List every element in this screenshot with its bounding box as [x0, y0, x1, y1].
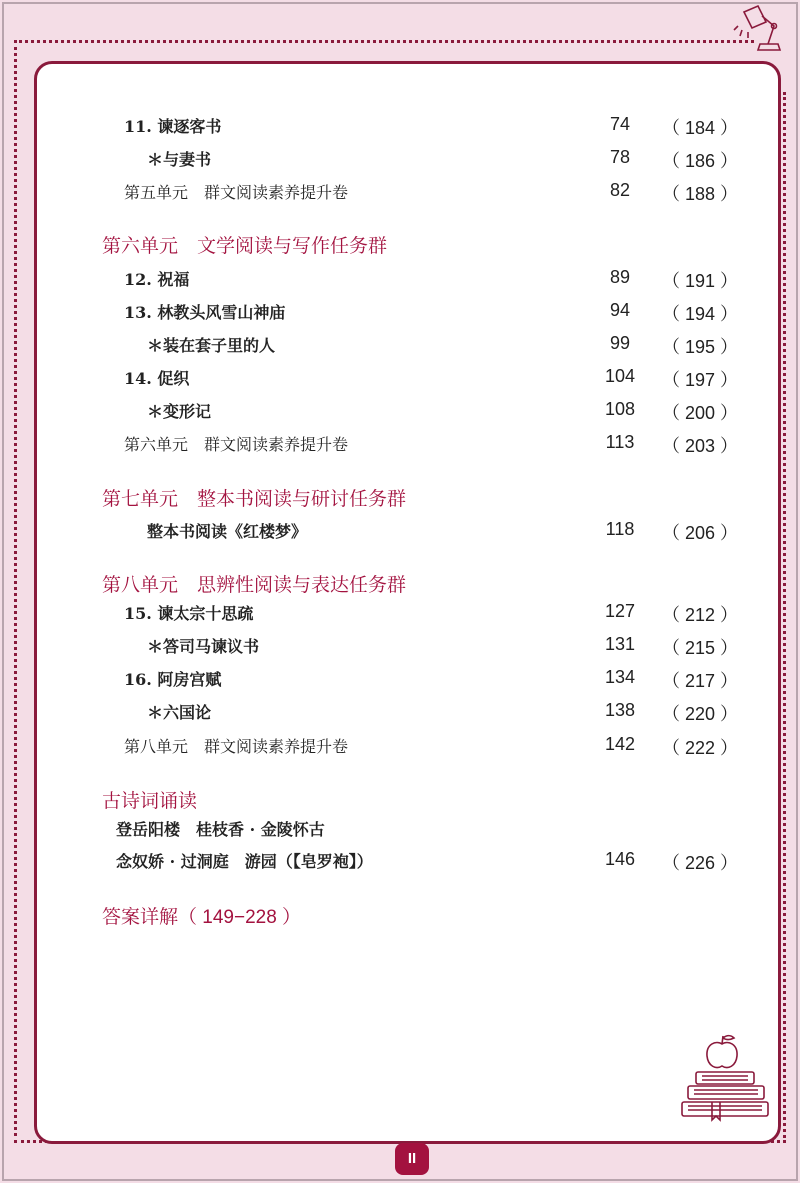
toc-title: 第五单元 群文阅读素养提升卷: [124, 185, 349, 202]
toc-title: ＊六国论: [147, 703, 212, 722]
toc-row[interactable]: [0, 300, 800, 328]
toc-page: 146: [604, 849, 636, 869]
toc-row[interactable]: [0, 667, 800, 695]
toc-title: 整本书阅读《红楼梦》: [147, 522, 308, 541]
toc-row[interactable]: [0, 267, 800, 295]
toc-title: 念奴娇 · 过洞庭 游园（【皂罗袍】）: [116, 852, 373, 871]
toc-page: 138: [604, 700, 636, 720]
toc-page: 113: [605, 432, 635, 452]
toc-title: 第八单元 群文阅读素养提升卷: [124, 739, 349, 756]
toc-title: 11. 谏逐客书: [124, 117, 222, 136]
section-heading[interactable]: 第八单元 思辨性阅读与表达任务群: [102, 575, 407, 596]
toc-page: 127: [604, 601, 636, 621]
toc-answer-page: （ 212 ）: [662, 605, 739, 625]
toc-row[interactable]: [0, 519, 800, 547]
desk-lamp-icon: [728, 4, 790, 56]
toc-answer-page: （ 220 ）: [662, 704, 739, 724]
section-heading[interactable]: 第七单元 整本书阅读与研讨任务群: [102, 489, 407, 510]
toc-title: 第六单元 群文阅读素养提升卷: [124, 437, 349, 454]
toc-answer-page: （ 195 ）: [662, 337, 739, 357]
toc-row[interactable]: [0, 849, 800, 877]
toc-row[interactable]: [0, 432, 800, 460]
toc-row[interactable]: [0, 180, 800, 208]
toc-title: ＊与妻书: [147, 150, 212, 169]
toc-answer-page: （ 206 ）: [662, 523, 739, 543]
toc-answer-page: （ 217 ）: [662, 671, 739, 691]
toc-title: 13. 林教头风雪山神庙: [124, 303, 286, 322]
toc-row[interactable]: [0, 147, 800, 175]
toc-title: 登岳阳楼 桂枝香 · 金陵怀古: [116, 820, 325, 839]
toc-answer-page: （ 191 ）: [662, 271, 739, 291]
section-heading[interactable]: 古诗词诵读: [102, 791, 198, 812]
toc-page: 74: [609, 114, 631, 134]
toc-page: 78: [609, 147, 631, 167]
toc-answer-page: （ 200 ）: [662, 403, 739, 423]
toc-page: 142: [604, 734, 636, 754]
toc-page: 134: [604, 667, 636, 687]
toc-title: ＊装在套子里的人: [147, 336, 276, 355]
toc-page: 131: [604, 634, 636, 654]
toc-row[interactable]: [0, 634, 800, 662]
toc-row[interactable]: [0, 366, 800, 394]
toc-title: ＊变形记: [147, 402, 212, 421]
toc-page: 82: [609, 180, 631, 200]
toc-page: 99: [609, 333, 631, 353]
toc-answer-page: （ 186 ）: [662, 151, 739, 171]
toc-title: 16. 阿房宫赋: [124, 670, 222, 689]
toc-title: 14. 促织: [124, 369, 190, 388]
toc-answer-page: （ 203 ）: [662, 436, 739, 456]
toc-answer-page: （ 222 ）: [662, 738, 739, 758]
toc-row[interactable]: [0, 333, 800, 361]
toc-title: ＊答司马谏议书: [147, 637, 260, 656]
toc-page: 104: [604, 366, 636, 386]
toc-row[interactable]: [0, 114, 800, 142]
toc-page: 94: [609, 300, 631, 320]
toc-page: 89: [609, 267, 631, 287]
toc-answer-page: （ 226 ）: [662, 853, 739, 873]
toc-row[interactable]: [0, 734, 800, 762]
toc-row[interactable]: [0, 399, 800, 427]
toc-page: 118: [605, 519, 635, 539]
toc-page: 108: [604, 399, 636, 419]
toc-answer-page: （ 194 ）: [662, 304, 739, 324]
toc-title: 15. 谏太宗十思疏: [124, 604, 254, 623]
apple-on-books-icon: [676, 1030, 776, 1126]
toc-row[interactable]: [0, 700, 800, 728]
page-number-badge: II: [395, 1143, 429, 1175]
toc-row[interactable]: [0, 601, 800, 629]
toc-row[interactable]: [0, 817, 800, 845]
section-heading[interactable]: 答案详解（ 149−228 ）: [102, 907, 302, 928]
section-heading[interactable]: 第六单元 文学阅读与写作任务群: [102, 236, 388, 257]
toc-answer-page: （ 188 ）: [662, 184, 739, 204]
toc-answer-page: （ 197 ）: [662, 370, 739, 390]
dotted-border-top: [14, 40, 754, 43]
toc-answer-page: （ 215 ）: [662, 638, 739, 658]
toc-answer-page: （ 184 ）: [662, 118, 739, 138]
toc-title: 12. 祝福: [124, 270, 190, 289]
